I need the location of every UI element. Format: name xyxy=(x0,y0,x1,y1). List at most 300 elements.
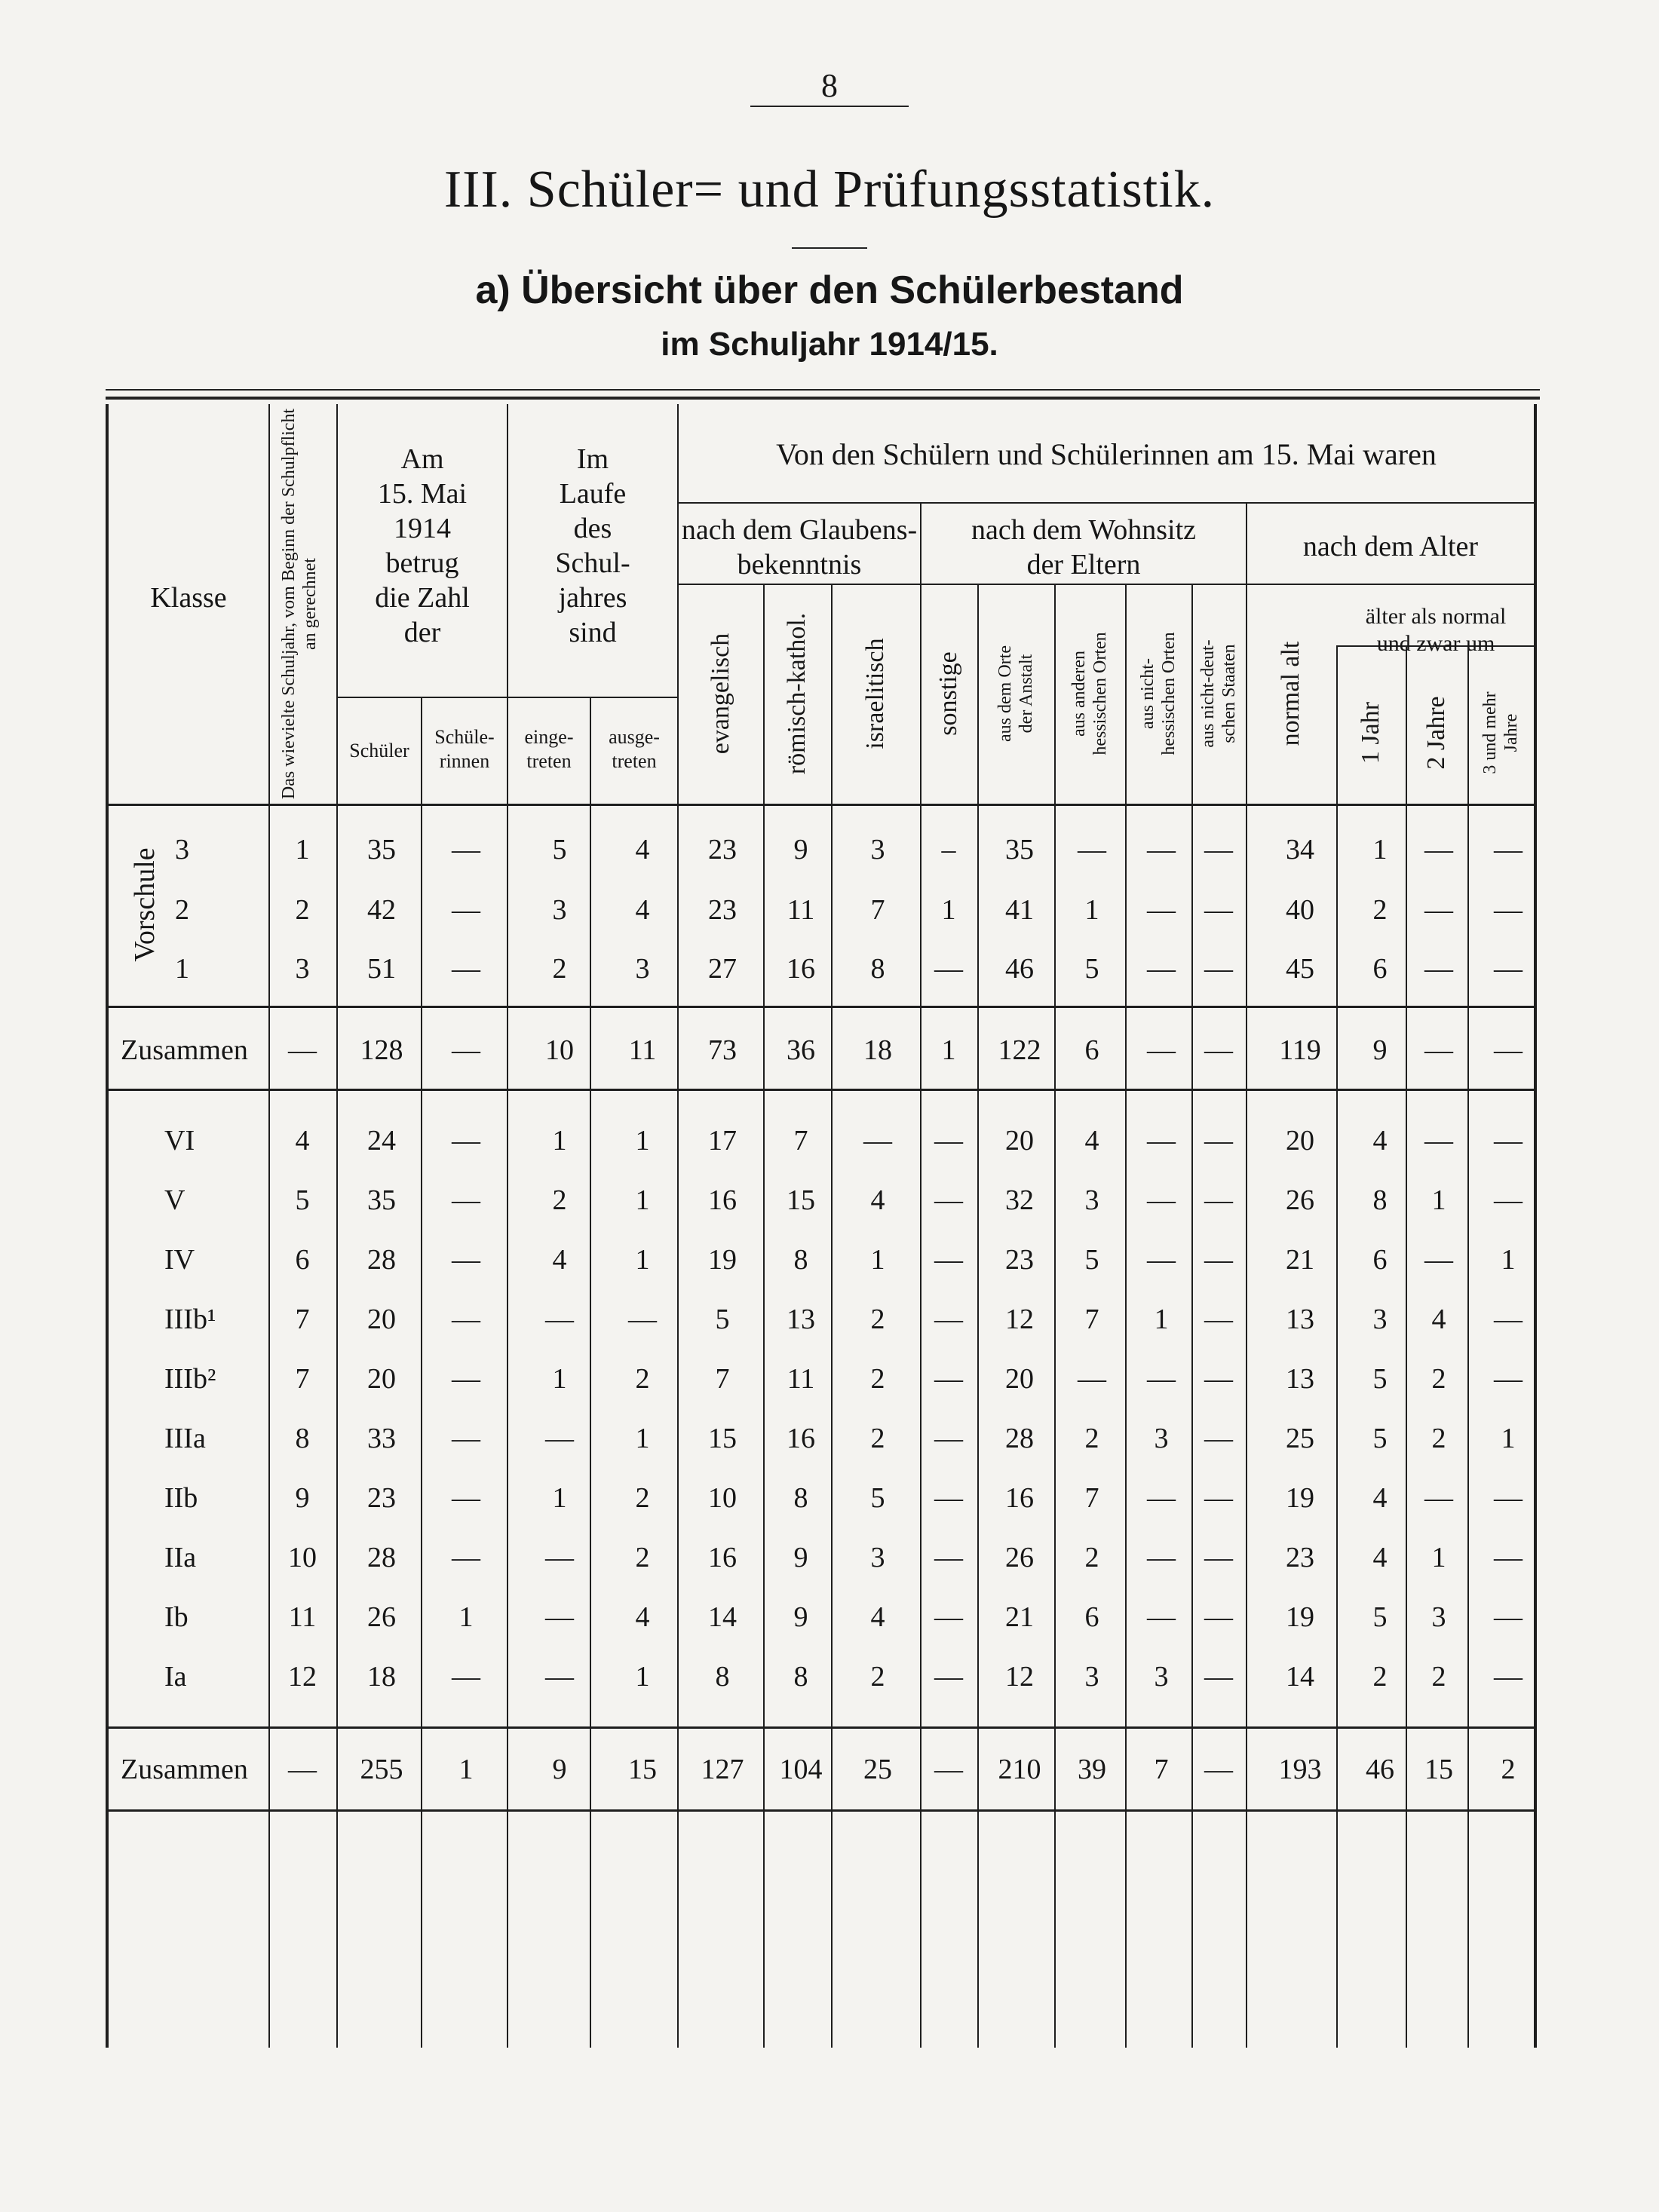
cell-ausg: 1 xyxy=(635,1244,650,1276)
cell-j2: 15 xyxy=(1424,1754,1453,1785)
cell-normal: 34 xyxy=(1286,834,1314,865)
cell-j3: — xyxy=(1494,1601,1523,1633)
cell-rk: 9 xyxy=(793,1542,808,1573)
cell-j2: 1 xyxy=(1431,1184,1446,1216)
cell-ndeut: — xyxy=(1204,1304,1233,1335)
cell-ev: 23 xyxy=(708,894,737,926)
cell-schueler: 20 xyxy=(367,1304,396,1335)
cell-j1: 2 xyxy=(1372,894,1388,926)
cell-ausg: 4 xyxy=(635,894,650,926)
cell-rk: 8 xyxy=(793,1244,808,1276)
cell-isr: 2 xyxy=(870,1363,885,1395)
cell-sonst: 1 xyxy=(941,1034,956,1066)
class-label: IIIb² xyxy=(164,1363,216,1395)
cell-ndeut: — xyxy=(1204,953,1233,985)
cell-j3: — xyxy=(1494,1661,1523,1693)
header-schuelerinnen: Schüle- rinnen xyxy=(434,726,495,772)
cell-j1: 8 xyxy=(1372,1184,1388,1216)
cell-rk: 8 xyxy=(793,1482,808,1514)
cell-sj: — xyxy=(288,1754,317,1785)
class-label: V xyxy=(164,1184,186,1216)
header-eingetreten: einge- treten xyxy=(524,726,574,772)
cell-j1: 3 xyxy=(1372,1304,1388,1335)
cell-ort: 122 xyxy=(998,1034,1041,1066)
cell-j3: — xyxy=(1494,1184,1523,1216)
cell-ndeut: — xyxy=(1204,1482,1233,1514)
cell-ndeut: — xyxy=(1204,1034,1233,1066)
cell-schueler: 42 xyxy=(367,894,396,926)
grid-line xyxy=(1336,645,1338,2048)
cell-ndeut: — xyxy=(1204,1754,1233,1785)
cell-isr: 4 xyxy=(870,1601,885,1633)
header-von-den-schuelern: Von den Schülern und Schülerinnen am 15. Mai waren xyxy=(776,437,1437,471)
cell-nhess: — xyxy=(1147,1482,1176,1514)
cell-ev: 19 xyxy=(708,1244,737,1276)
cell-ort: 20 xyxy=(1005,1125,1034,1157)
cell-sonst: — xyxy=(934,1542,963,1573)
class-label: IIIb¹ xyxy=(164,1304,216,1335)
cell-eing: — xyxy=(545,1601,574,1633)
cell-hess: — xyxy=(1078,834,1106,865)
cell-sj: 2 xyxy=(295,894,310,926)
cell-ausg: — xyxy=(628,1304,657,1335)
cell-isr: — xyxy=(863,1125,892,1157)
cell-j1: 9 xyxy=(1372,1034,1388,1066)
cell-schuelerinnen: — xyxy=(452,1034,480,1066)
cell-normal: 13 xyxy=(1286,1363,1314,1395)
cell-hess: 1 xyxy=(1084,894,1099,926)
class-label: IV xyxy=(164,1244,195,1276)
cell-eing: — xyxy=(545,1304,574,1335)
cell-ausg: 4 xyxy=(635,834,650,865)
cell-hess: 2 xyxy=(1084,1542,1099,1573)
cell-ausg: 11 xyxy=(628,1034,657,1066)
cell-nhess: — xyxy=(1147,894,1176,926)
cell-normal: 14 xyxy=(1286,1661,1314,1693)
cell-normal: 45 xyxy=(1286,953,1314,985)
cell-j2: 4 xyxy=(1431,1304,1446,1335)
cell-ort: 26 xyxy=(1005,1542,1034,1573)
cell-ev: 16 xyxy=(708,1184,737,1216)
cell-nhess: 7 xyxy=(1154,1754,1169,1785)
cell-nhess: 1 xyxy=(1154,1304,1169,1335)
cell-normal: 23 xyxy=(1286,1542,1314,1573)
cell-j1: 6 xyxy=(1372,953,1388,985)
cell-hess: 6 xyxy=(1084,1601,1099,1633)
cell-ev: 73 xyxy=(708,1034,737,1066)
total-label: Zusammen xyxy=(121,1754,248,1785)
cell-eing: 1 xyxy=(552,1482,567,1514)
cell-sonst: — xyxy=(934,1423,963,1454)
cell-j1: 5 xyxy=(1372,1423,1388,1454)
cell-schuelerinnen: — xyxy=(452,953,480,985)
cell-rk: 11 xyxy=(787,894,815,926)
header-alter: nach dem Alter xyxy=(1302,531,1479,562)
cell-rk: 13 xyxy=(787,1304,815,1335)
cell-hess: 3 xyxy=(1084,1661,1099,1693)
cell-sj: 4 xyxy=(295,1125,310,1157)
cell-ausg: 1 xyxy=(635,1125,650,1157)
header-orte-anstalt: aus dem Orte der Anstalt xyxy=(995,645,1036,742)
class-label: IIIa xyxy=(164,1423,206,1454)
cell-rk: 9 xyxy=(793,1601,808,1633)
cell-isr: 4 xyxy=(870,1184,885,1216)
cell-normal: 13 xyxy=(1286,1304,1314,1335)
class-label: 3 xyxy=(175,834,189,865)
cell-schueler: 255 xyxy=(360,1754,403,1785)
grid-line xyxy=(106,804,1535,806)
cell-ort: 23 xyxy=(1005,1244,1034,1276)
cell-eing: 3 xyxy=(552,894,567,926)
cell-ausg: 15 xyxy=(628,1754,657,1785)
cell-ort: 35 xyxy=(1005,834,1034,865)
cell-hess: 2 xyxy=(1084,1423,1099,1454)
grid-line xyxy=(507,404,508,2048)
cell-j1: 4 xyxy=(1372,1542,1388,1573)
cell-ausg: 2 xyxy=(635,1542,650,1573)
cell-isr: 1 xyxy=(870,1244,885,1276)
cell-eing: — xyxy=(545,1542,574,1573)
cell-ort: 46 xyxy=(1005,953,1034,985)
cell-nhess: — xyxy=(1147,1542,1176,1573)
grid-line xyxy=(106,1006,1535,1008)
grid-line xyxy=(336,404,338,2048)
cell-j3: 1 xyxy=(1501,1423,1516,1454)
cell-sonst: — xyxy=(934,1125,963,1157)
cell-j2: — xyxy=(1424,1482,1453,1514)
cell-rk: 11 xyxy=(787,1363,815,1395)
cell-nhess: — xyxy=(1147,1363,1176,1395)
cell-j1: 4 xyxy=(1372,1125,1388,1157)
class-label: VI xyxy=(164,1125,195,1157)
header-im-laufe: Im Laufe des Schul- jahres sind xyxy=(555,443,630,648)
cell-hess: 4 xyxy=(1084,1125,1099,1157)
cell-normal: 20 xyxy=(1286,1125,1314,1157)
cell-isr: 5 xyxy=(870,1482,885,1514)
cell-hess: 5 xyxy=(1084,953,1099,985)
cell-isr: 7 xyxy=(870,894,885,926)
cell-ort: 12 xyxy=(1005,1661,1034,1693)
cell-isr: 25 xyxy=(863,1754,892,1785)
header-2-jahre: 2 Jahre xyxy=(1422,696,1450,770)
grid-line xyxy=(590,697,591,2048)
header-klasse: Klasse xyxy=(150,582,227,614)
cell-ort: 28 xyxy=(1005,1423,1034,1454)
cell-eing: 2 xyxy=(552,953,567,985)
cell-hess: 39 xyxy=(1078,1754,1106,1785)
grid-line xyxy=(677,404,679,2048)
cell-schueler: 128 xyxy=(360,1034,403,1066)
cell-sj: 6 xyxy=(295,1244,310,1276)
cell-rk: 15 xyxy=(787,1184,815,1216)
cell-schuelerinnen: — xyxy=(452,1542,480,1573)
cell-hess: 3 xyxy=(1084,1184,1099,1216)
cell-rk: 9 xyxy=(793,834,808,865)
header-glaubensbekenntnis: nach dem Glaubens- bekenntnis xyxy=(681,514,918,581)
cell-j1: 46 xyxy=(1366,1754,1394,1785)
cell-ausg: 3 xyxy=(635,953,650,985)
cell-sonst: — xyxy=(934,1482,963,1514)
grid-line xyxy=(106,404,109,2048)
grid-line xyxy=(1467,645,1469,2048)
grid-line xyxy=(920,502,921,2048)
cell-sj: 1 xyxy=(295,834,310,865)
cell-ndeut: — xyxy=(1204,894,1233,926)
header-normal-alt: normal alt xyxy=(1277,641,1305,746)
cell-schueler: 28 xyxy=(367,1244,396,1276)
cell-nhess: — xyxy=(1147,1601,1176,1633)
cell-isr: 2 xyxy=(870,1661,885,1693)
cell-ausg: 1 xyxy=(635,1661,650,1693)
cell-nhess: — xyxy=(1147,1125,1176,1157)
cell-ndeut: — xyxy=(1204,1423,1233,1454)
grid-line xyxy=(268,404,270,2048)
cell-isr: 3 xyxy=(870,1542,885,1573)
cell-isr: 8 xyxy=(870,953,885,985)
cell-schuelerinnen: — xyxy=(452,1304,480,1335)
cell-normal: 193 xyxy=(1278,1754,1322,1785)
cell-j2: 2 xyxy=(1431,1363,1446,1395)
cell-j2: — xyxy=(1424,834,1453,865)
cell-eing: 1 xyxy=(552,1363,567,1395)
cell-ort: 21 xyxy=(1005,1601,1034,1633)
cell-normal: 119 xyxy=(1279,1034,1321,1066)
cell-j3: 2 xyxy=(1501,1754,1516,1785)
cell-schuelerinnen: — xyxy=(452,1661,480,1693)
cell-eing: 9 xyxy=(552,1754,567,1785)
cell-ausg: 1 xyxy=(635,1423,650,1454)
cell-ausg: 2 xyxy=(635,1482,650,1514)
cell-nhess: — xyxy=(1147,1034,1176,1066)
cell-rk: 104 xyxy=(779,1754,823,1785)
class-label: 2 xyxy=(175,894,189,926)
cell-ndeut: — xyxy=(1204,1601,1233,1633)
grid-line xyxy=(106,1726,1535,1729)
cell-sj: 5 xyxy=(295,1184,310,1216)
header-evangelisch: evangelisch xyxy=(707,633,734,755)
cell-j2: 3 xyxy=(1431,1601,1446,1633)
header-ausgetreten: ausge- treten xyxy=(609,726,660,772)
cell-ndeut: — xyxy=(1204,1244,1233,1276)
cell-nhess: 3 xyxy=(1154,1661,1169,1693)
class-label: Ib xyxy=(164,1601,189,1633)
cell-sj: 10 xyxy=(288,1542,317,1573)
cell-nhess: — xyxy=(1147,1244,1176,1276)
cell-eing: 2 xyxy=(552,1184,567,1216)
cell-sonst: — xyxy=(934,1601,963,1633)
cell-nhess: — xyxy=(1147,1184,1176,1216)
cell-j2: — xyxy=(1424,1244,1453,1276)
cell-schueler: 35 xyxy=(367,834,396,865)
header-am-15-mai: Am 15. Mai 1914 betrug die Zahl der xyxy=(375,443,470,648)
cell-rk: 7 xyxy=(793,1125,808,1157)
header-sonstige: sonstige xyxy=(934,651,962,736)
cell-j1: 5 xyxy=(1372,1601,1388,1633)
cell-sonst: — xyxy=(934,1661,963,1693)
cell-j1: 5 xyxy=(1372,1363,1388,1395)
cell-ort: 12 xyxy=(1005,1304,1034,1335)
cell-schuelerinnen: 1 xyxy=(458,1754,474,1785)
cell-sonst: — xyxy=(934,953,963,985)
grid-line xyxy=(421,697,422,2048)
cell-ev: 16 xyxy=(708,1542,737,1573)
cell-ort: 32 xyxy=(1005,1184,1034,1216)
cell-sonst: 1 xyxy=(941,894,956,926)
cell-j1: 6 xyxy=(1372,1244,1388,1276)
cell-ort: 16 xyxy=(1005,1482,1034,1514)
cell-normal: 26 xyxy=(1286,1184,1314,1216)
cell-rk: 8 xyxy=(793,1661,808,1693)
cell-rk: 16 xyxy=(787,1423,815,1454)
cell-sj: 11 xyxy=(288,1601,317,1633)
cell-ausg: 4 xyxy=(635,1601,650,1633)
cell-ndeut: — xyxy=(1204,834,1233,865)
grid-line xyxy=(336,697,677,698)
cell-schueler: 20 xyxy=(367,1363,396,1395)
cell-j2: — xyxy=(1424,1125,1453,1157)
cell-ev: 5 xyxy=(715,1304,730,1335)
cell-isr: 2 xyxy=(870,1304,885,1335)
class-label: IIb xyxy=(164,1482,198,1514)
cell-j2: 1 xyxy=(1431,1542,1446,1573)
page-number: 8 xyxy=(821,67,838,104)
cell-ausg: 1 xyxy=(635,1184,650,1216)
cell-j3: — xyxy=(1494,953,1523,985)
cell-ndeut: — xyxy=(1204,1542,1233,1573)
cell-j3: — xyxy=(1494,1542,1523,1573)
cell-eing: — xyxy=(545,1423,574,1454)
cell-ev: 7 xyxy=(715,1363,730,1395)
cell-j3: — xyxy=(1494,894,1523,926)
cell-schueler: 26 xyxy=(367,1601,396,1633)
header-schueler: Schüler xyxy=(349,740,409,761)
cell-ort: 20 xyxy=(1005,1363,1034,1395)
cell-hess: 6 xyxy=(1084,1034,1099,1066)
cell-sj: 8 xyxy=(295,1423,310,1454)
cell-sj: 7 xyxy=(295,1304,310,1335)
cell-j3: — xyxy=(1494,1363,1523,1395)
cell-j2: — xyxy=(1424,953,1453,985)
cell-rk: 36 xyxy=(787,1034,815,1066)
cell-ev: 8 xyxy=(715,1661,730,1693)
cell-nhess: — xyxy=(1147,953,1176,985)
header-3-jahre: 3 und mehr Jahre xyxy=(1480,691,1521,774)
header-aelter: älter als normal und zwar um xyxy=(1365,604,1507,656)
cell-hess: 7 xyxy=(1084,1304,1099,1335)
cell-ev: 14 xyxy=(708,1601,737,1633)
class-label: 1 xyxy=(175,953,189,985)
cell-schueler: 51 xyxy=(367,953,396,985)
cell-sonst: – xyxy=(941,834,956,865)
total-label: Zusammen xyxy=(121,1034,248,1066)
grid-line xyxy=(106,1089,1535,1091)
cell-schuelerinnen: — xyxy=(452,1244,480,1276)
cell-sj: 7 xyxy=(295,1363,310,1395)
cell-sonst: — xyxy=(934,1754,963,1785)
cell-isr: 18 xyxy=(863,1034,892,1066)
header-wohnsitz: nach dem Wohnsitz der Eltern xyxy=(971,514,1197,581)
cell-ev: 27 xyxy=(708,953,737,985)
cell-ndeut: — xyxy=(1204,1363,1233,1395)
cell-j3: 1 xyxy=(1501,1244,1516,1276)
cell-ev: 17 xyxy=(708,1125,737,1157)
cell-schueler: 28 xyxy=(367,1542,396,1573)
header-1-jahr: 1 Jahr xyxy=(1357,701,1385,764)
cell-j1: 4 xyxy=(1372,1482,1388,1514)
cell-ort: 210 xyxy=(998,1754,1041,1785)
cell-normal: 21 xyxy=(1286,1244,1314,1276)
section-year: im Schuljahr 1914/15. xyxy=(661,326,998,363)
cell-ndeut: — xyxy=(1204,1125,1233,1157)
header-roemisch-kathol: römisch-kathol. xyxy=(783,612,811,775)
header-schuljahr: Das wievielte Schuljahr, vom Beginn der Schulpflicht an gerechnet xyxy=(279,408,320,800)
cell-ort: 41 xyxy=(1005,894,1034,926)
cell-normal: 25 xyxy=(1286,1423,1314,1454)
cell-sonst: — xyxy=(934,1363,963,1395)
cell-j3: — xyxy=(1494,1482,1523,1514)
cell-schueler: 23 xyxy=(367,1482,396,1514)
cell-ndeut: — xyxy=(1204,1661,1233,1693)
header-nicht-deutschen: aus nicht-deut- schen Staaten xyxy=(1198,639,1239,748)
cell-eing: 5 xyxy=(552,834,567,865)
cell-sj: 9 xyxy=(295,1482,310,1514)
section-title: a) Übersicht über den Schülerbestand xyxy=(475,268,1184,312)
cell-schuelerinnen: 1 xyxy=(458,1601,474,1633)
cell-schuelerinnen: — xyxy=(452,1184,480,1216)
cell-schuelerinnen: — xyxy=(452,1423,480,1454)
cell-isr: 2 xyxy=(870,1423,885,1454)
header-anderen-hessischen: aus anderen hessischen Orten xyxy=(1069,632,1110,755)
grid-line xyxy=(1534,404,1537,2048)
cell-ev: 23 xyxy=(708,834,737,865)
cell-ndeut: — xyxy=(1204,1184,1233,1216)
cell-j2: 2 xyxy=(1431,1423,1446,1454)
cell-ev: 15 xyxy=(708,1423,737,1454)
cell-schuelerinnen: — xyxy=(452,834,480,865)
cell-sonst: — xyxy=(934,1304,963,1335)
cell-normal: 19 xyxy=(1286,1601,1314,1633)
cell-hess: 5 xyxy=(1084,1244,1099,1276)
cell-j2: — xyxy=(1424,894,1453,926)
class-label: Ia xyxy=(164,1661,187,1693)
cell-sj: 3 xyxy=(295,953,310,985)
cell-eing: 10 xyxy=(545,1034,574,1066)
cell-hess: — xyxy=(1078,1363,1106,1395)
cell-sonst: — xyxy=(934,1184,963,1216)
cell-normal: 40 xyxy=(1286,894,1314,926)
cell-j2: — xyxy=(1424,1034,1453,1066)
cell-j3: — xyxy=(1494,1034,1523,1066)
cell-j3: — xyxy=(1494,834,1523,865)
header-israelitisch: israelitisch xyxy=(861,638,889,749)
cell-schuelerinnen: — xyxy=(452,1125,480,1157)
cell-j1: 2 xyxy=(1372,1661,1388,1693)
cell-eing: 4 xyxy=(552,1244,567,1276)
cell-normal: 19 xyxy=(1286,1482,1314,1514)
cell-sonst: — xyxy=(934,1244,963,1276)
cell-schueler: 24 xyxy=(367,1125,396,1157)
cell-schuelerinnen: — xyxy=(452,1363,480,1395)
cell-hess: 7 xyxy=(1084,1482,1099,1514)
cell-ev: 127 xyxy=(701,1754,744,1785)
cell-schueler: 18 xyxy=(367,1661,396,1693)
cell-j3: — xyxy=(1494,1125,1523,1157)
cell-ev: 10 xyxy=(708,1482,737,1514)
cell-nhess: 3 xyxy=(1154,1423,1169,1454)
cell-ausg: 2 xyxy=(635,1363,650,1395)
cell-nhess: — xyxy=(1147,834,1176,865)
header-nicht-hessischen: aus nicht- hessischen Orten xyxy=(1138,632,1179,755)
